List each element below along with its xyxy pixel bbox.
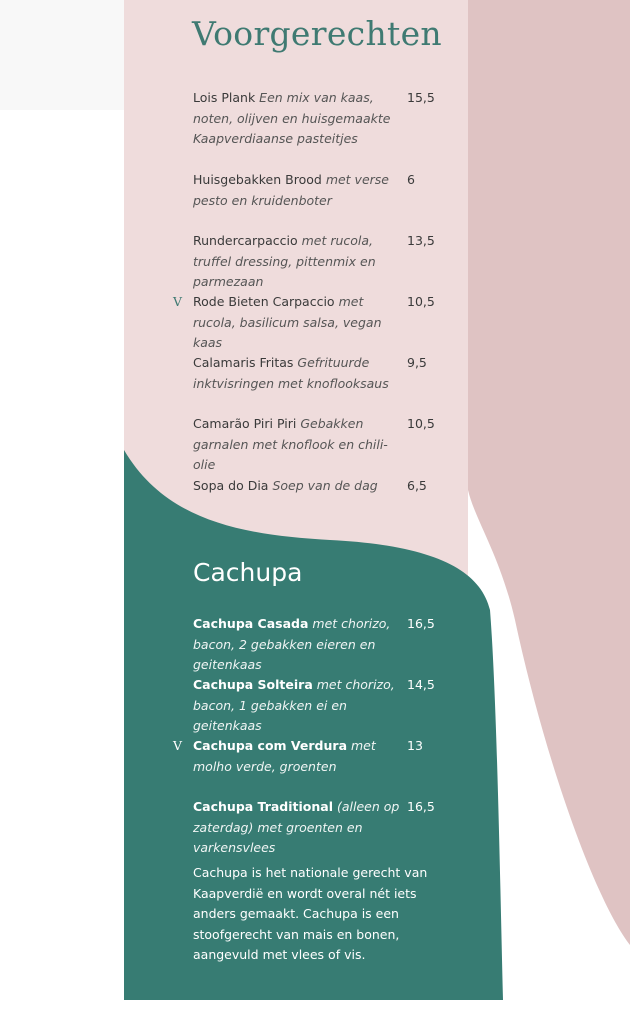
item-price: 6 xyxy=(407,172,415,187)
item-name: Cachupa Casada xyxy=(193,616,309,631)
item-name: Calamaris Fritas xyxy=(193,355,294,370)
item-price: 13,5 xyxy=(407,233,435,248)
item-description: met chorizo, bacon, 1 gebakken ei en geitenkaas xyxy=(193,677,395,733)
item-price: 10,5 xyxy=(407,294,435,309)
item-price: 9,5 xyxy=(407,355,427,370)
menu-item xyxy=(193,614,493,676)
menu-item xyxy=(193,675,493,737)
item-name: Lois Plank xyxy=(193,90,256,105)
item-price: 16,5 xyxy=(407,799,435,814)
item-price: 6,5 xyxy=(407,478,427,493)
vegetarian-mark: V xyxy=(173,738,183,753)
item-name: Rode Bieten Carpaccio xyxy=(193,294,335,309)
item-name: Camarão Piri Piri xyxy=(193,416,297,431)
item-name: Cachupa com Verdura xyxy=(193,738,348,753)
item-description: (alleen op zaterdag) met groenten en varkensvlees xyxy=(193,799,400,855)
menu-item xyxy=(193,476,493,497)
item-description: Gebakken garnalen met knoflook en chili-olie xyxy=(193,416,388,472)
menu-item xyxy=(193,414,493,476)
item-price: 10,5 xyxy=(407,416,435,431)
cachupa-note: Cachupa is het nationale gerecht van Kaapverdië en wordt overal nét iets anders gemaakt. Cachupa is een stoofgerecht van mais en bonen, aangevuld met vlees of vis. xyxy=(193,865,428,962)
item-description: met rucola, truffel dressing, pittenmix en parmezaan xyxy=(193,233,376,289)
item-price: 14,5 xyxy=(407,677,435,692)
item-name: Cachupa Solteira xyxy=(193,677,313,692)
menu-item xyxy=(193,88,493,150)
menu-item xyxy=(173,736,493,777)
item-price: 16,5 xyxy=(407,616,435,631)
menu-item xyxy=(193,797,493,859)
item-description: Gefrituurde inktvisringen met knoflooksaus xyxy=(193,355,389,391)
item-price: 13 xyxy=(407,738,423,753)
item-name: Rundercarpaccio xyxy=(193,233,298,248)
item-price: 15,5 xyxy=(407,90,435,105)
item-description: met chorizo, bacon, 2 gebakken eieren en geitenkaas xyxy=(193,616,391,672)
item-description: met molho verde, groenten xyxy=(193,738,376,774)
item-name: Huisgebakken Brood xyxy=(193,172,322,187)
cachupa-title: Cachupa xyxy=(193,558,303,587)
item-description: Soep van de dag xyxy=(272,478,378,493)
voorgerechten-title: Voorgerechten xyxy=(192,14,442,53)
item-description: met rucola, basilicum salsa, vegan kaas xyxy=(193,294,382,350)
item-description: Een mix van kaas, noten, olijven en huisgemaakte Kaapverdiaanse pasteitjes xyxy=(193,90,391,146)
menu-item xyxy=(173,292,493,354)
item-name: Sopa do Dia xyxy=(193,478,269,493)
item-description: met verse pesto en kruidenboter xyxy=(193,172,389,208)
item-name: Cachupa Traditional xyxy=(193,799,334,814)
vegetarian-mark: V xyxy=(173,294,183,309)
menu-item xyxy=(193,170,493,211)
menu-item xyxy=(193,231,493,293)
menu-item xyxy=(193,353,493,394)
